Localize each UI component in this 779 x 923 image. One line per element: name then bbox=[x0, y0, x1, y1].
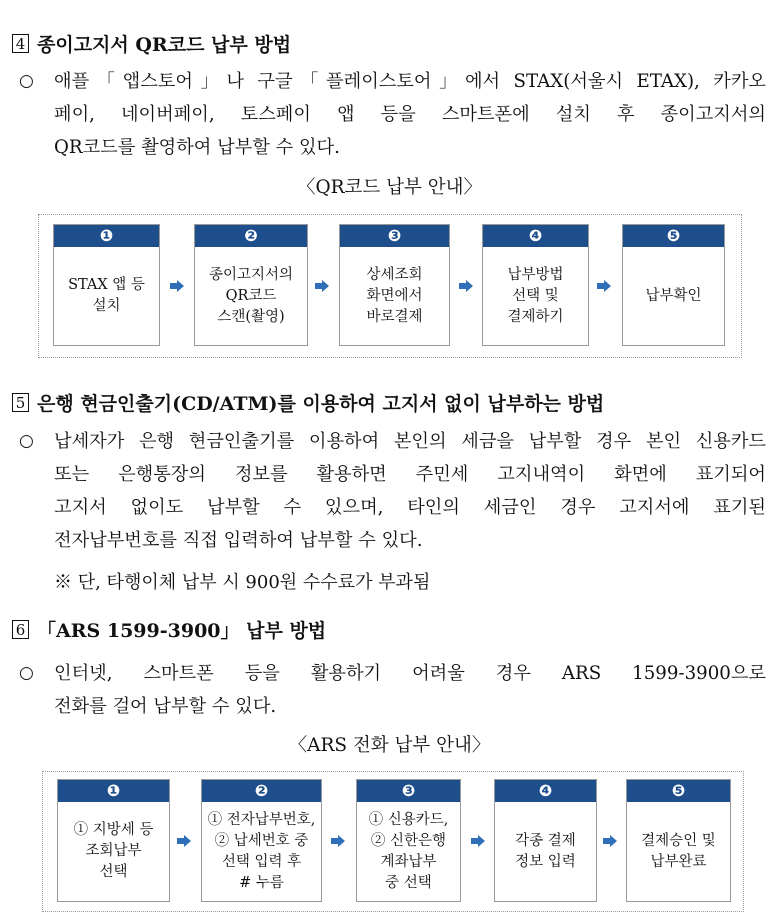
paragraph-line: 또는 은행통장의 정보를 활용하면 주민세 고지내역이 화면에 표기되어 bbox=[54, 464, 766, 485]
ars-flow-caption: 〈ARS 전화 납부 안내〉 bbox=[288, 735, 491, 756]
bullet-icon: ○ bbox=[19, 431, 34, 451]
paragraph-line: 페이, 네이버페이, 토스페이 앱 등을 스마트폰에 설치 후 종이고지서의 bbox=[54, 104, 766, 125]
right-arrow-icon bbox=[597, 280, 611, 292]
step-label: STAX 앱 등 설치 bbox=[68, 277, 145, 314]
paragraph-line: 전자납부번호를 직접 입력하여 납부할 수 있다. bbox=[54, 530, 423, 551]
flow-step bbox=[53, 224, 160, 346]
section-6-heading bbox=[12, 617, 326, 645]
flow-step bbox=[494, 779, 597, 902]
section-5-paragraph bbox=[19, 425, 766, 557]
section-title: 「ARS 1599-3900」 납부 방법 bbox=[37, 620, 327, 642]
right-arrow-icon bbox=[471, 835, 485, 847]
step-number: ❹ bbox=[483, 225, 588, 247]
bullet-icon: ○ bbox=[19, 71, 34, 91]
section-title: 종이고지서 QR코드 납부 방법 bbox=[37, 34, 292, 56]
bullet-icon: ○ bbox=[19, 663, 34, 683]
step-label: 결제승인 및 납부완료 bbox=[641, 832, 716, 870]
paragraph-line: 애플「앱스토어」나 구글「플레이스토어」에서 STAX(서울시 ETAX), 카카오 bbox=[54, 71, 766, 92]
flow-step bbox=[201, 779, 322, 902]
right-arrow-icon bbox=[459, 280, 473, 292]
paragraph-line: 인터넷, 스마트폰 등을 활용하기 어려울 경우 ARS 1599-3900으로 bbox=[54, 663, 766, 684]
step-number: ❶ bbox=[58, 780, 169, 802]
section-number-box: 4 bbox=[12, 34, 29, 53]
qr-flow-diagram bbox=[38, 214, 742, 358]
step-number: ❹ bbox=[495, 780, 596, 802]
step-number: ❶ bbox=[54, 225, 159, 247]
fee-note: ※ 단, 타행이체 납부 시 900원 수수료가 부과됨 bbox=[54, 572, 431, 593]
step-label: ① 전자납부번호, ② 납세번호 중 선택 입력 후 # 누름 bbox=[207, 811, 316, 891]
section-4-paragraph bbox=[19, 65, 766, 164]
step-number: ❸ bbox=[340, 225, 449, 247]
step-label: 종이고지서의 QR코드 스캔(촬영) bbox=[208, 266, 294, 325]
step-label: 각종 결제 정보 입력 bbox=[515, 832, 576, 870]
step-number: ❺ bbox=[627, 780, 730, 802]
flow-step bbox=[356, 779, 461, 902]
paragraph-line: 납세자가 은행 현금인출기를 이용하여 본인의 세금을 납부할 경우 본인 신용카드 bbox=[54, 431, 766, 452]
section-5-heading bbox=[12, 390, 604, 418]
right-arrow-icon bbox=[170, 280, 184, 292]
step-label: ① 지방세 등 조회납부 선택 bbox=[73, 822, 154, 880]
flow-step bbox=[482, 224, 589, 346]
right-arrow-icon bbox=[603, 835, 617, 847]
section-title: 은행 현금인출기(CD/ATM)를 이용하여 고지서 없이 납부하는 방법 bbox=[37, 393, 605, 415]
paragraph-line: 고지서 없이도 납부할 수 있으며, 타인의 세금인 경우 고지서에 표기된 bbox=[54, 497, 766, 518]
right-arrow-icon bbox=[331, 835, 345, 847]
flow-step bbox=[622, 224, 725, 346]
step-number: ❷ bbox=[202, 780, 321, 802]
paragraph-line: QR코드를 촬영하여 납부할 수 있다. bbox=[54, 137, 340, 158]
step-label: ① 신용카드, ② 신한은행 계좌납부 중 선택 bbox=[368, 811, 449, 891]
paragraph-line: 전화를 걸어 납부할 수 있다. bbox=[54, 696, 277, 717]
flow-step bbox=[626, 779, 731, 902]
flow-step bbox=[57, 779, 170, 902]
step-label: 상세조회 화면에서 바로결제 bbox=[366, 266, 423, 325]
right-arrow-icon bbox=[315, 280, 329, 292]
section-number-box: 5 bbox=[12, 393, 29, 412]
step-label: 납부방법 선택 및 결제하기 bbox=[507, 266, 564, 325]
step-number: ❺ bbox=[623, 225, 724, 247]
step-number: ❸ bbox=[357, 780, 460, 802]
right-arrow-icon bbox=[177, 835, 191, 847]
section-number-box: 6 bbox=[12, 620, 29, 639]
step-label: 납부확인 bbox=[645, 287, 702, 304]
qr-flow-caption: 〈QR코드 납부 안내〉 bbox=[296, 177, 483, 198]
step-number: ❷ bbox=[195, 225, 307, 247]
flow-step bbox=[194, 224, 308, 346]
ars-flow-diagram bbox=[42, 771, 744, 912]
section-6-paragraph bbox=[19, 657, 766, 723]
section-4-heading bbox=[12, 31, 291, 59]
flow-step bbox=[339, 224, 450, 346]
